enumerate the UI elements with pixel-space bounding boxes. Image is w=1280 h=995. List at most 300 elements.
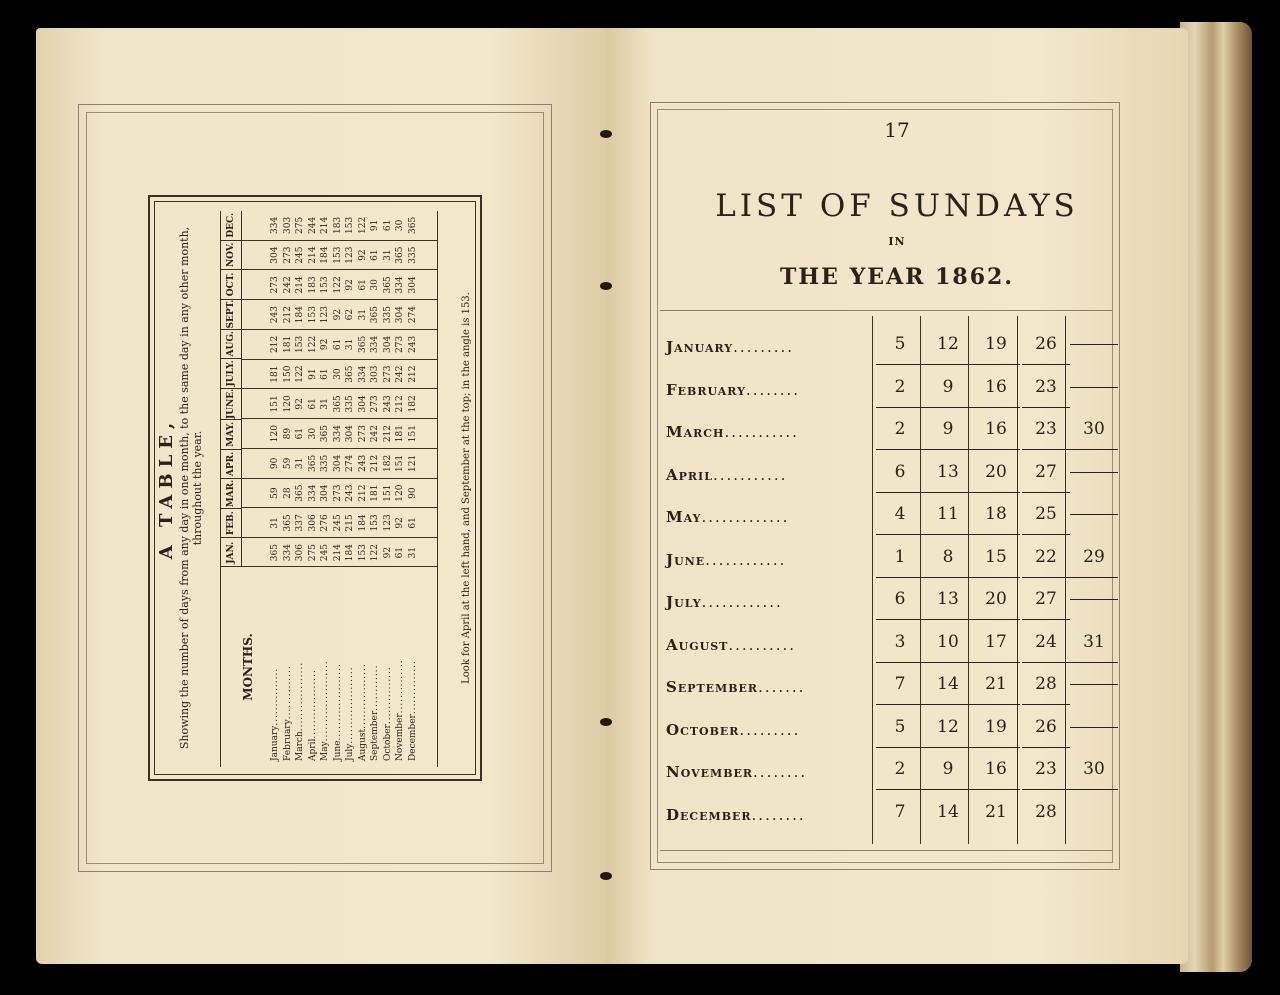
sunday-date-cell: 31 xyxy=(1070,632,1118,663)
days-table-rotated xyxy=(148,195,482,781)
day-count-cell: 151 xyxy=(270,395,280,413)
sunday-date-cell xyxy=(1070,462,1118,473)
sunday-date-cell xyxy=(1070,334,1118,345)
day-count-cell: 304 xyxy=(357,395,368,413)
day-count-cell: 304 xyxy=(332,454,343,472)
day-count-cell: 182 xyxy=(407,395,418,413)
month-label: November xyxy=(395,713,405,761)
day-count-cell: 92 xyxy=(345,279,355,291)
sunday-date-cell: 1 xyxy=(876,547,924,578)
day-count-cell: 153 xyxy=(320,276,330,294)
day-count-cell: 153 xyxy=(345,216,355,234)
table-row xyxy=(658,571,1114,614)
day-count-cell: 365 xyxy=(370,306,380,324)
month-label: July xyxy=(666,593,702,611)
sunday-date-cell: 2 xyxy=(876,377,924,408)
binding-stitch xyxy=(600,718,612,726)
day-count-cell: 61 xyxy=(357,279,368,291)
day-count-cell: 92 xyxy=(357,249,368,261)
day-count-cell: 31 xyxy=(270,517,280,529)
month-label: October xyxy=(666,720,740,739)
day-count-cell: 30 xyxy=(307,427,318,440)
sunday-date-cell: 5 xyxy=(876,334,924,365)
day-count-cell: 122 xyxy=(332,276,343,294)
sunday-date-cell xyxy=(1070,377,1118,388)
month-label: August xyxy=(357,728,368,761)
sunday-date-cell: 17 xyxy=(972,632,1020,663)
day-count-cell: 31 xyxy=(382,249,393,261)
day-count-cell: 365 xyxy=(345,365,355,383)
day-count-cell: 337 xyxy=(295,514,305,532)
day-count-cell: 243 xyxy=(270,306,280,324)
day-count-cell: 91 xyxy=(307,368,318,380)
day-count-column xyxy=(241,211,437,240)
column-headers xyxy=(221,211,242,567)
day-count-cell: 92 xyxy=(332,308,343,321)
months-list xyxy=(269,659,419,761)
day-count-cell: 31 xyxy=(295,457,305,470)
sunday-date-cell: 19 xyxy=(972,717,1020,748)
column-header: SEPT. xyxy=(221,299,241,329)
sunday-date-cell xyxy=(1070,717,1118,728)
sunday-date-cell: 13 xyxy=(924,462,972,493)
month-label: January xyxy=(270,725,280,761)
day-count-cell: 304 xyxy=(395,306,405,324)
day-count-cell: 273 xyxy=(357,425,368,443)
day-count-cell: 183 xyxy=(307,276,318,294)
day-count-cell: 92 xyxy=(395,517,405,529)
sunday-date-cell: 15 xyxy=(972,547,1020,578)
day-count-cell: 184 xyxy=(345,544,355,562)
day-count-cell: 244 xyxy=(307,216,318,234)
day-count-cell: 365 xyxy=(357,335,368,353)
day-count-cell: 30 xyxy=(332,368,343,380)
sunday-date-cell: 6 xyxy=(876,589,924,620)
day-count-cell: 274 xyxy=(345,454,355,472)
day-count-cell: 365 xyxy=(295,484,305,502)
day-count-cell: 183 xyxy=(332,216,343,234)
day-count-cell: 150 xyxy=(282,365,293,383)
sunday-date-cell: 5 xyxy=(876,717,924,748)
day-count-cell: 89 xyxy=(282,427,293,440)
binding-stitch xyxy=(600,130,612,138)
day-count-cell: 212 xyxy=(382,425,393,443)
day-count-cell: 153 xyxy=(307,306,318,324)
day-count-cell: 365 xyxy=(320,425,330,443)
day-count-cell: 61 xyxy=(295,427,305,440)
day-count-cell: 30 xyxy=(395,219,405,232)
day-count-cell: 276 xyxy=(320,514,330,532)
column-header: APR. xyxy=(221,449,241,479)
month-label: May xyxy=(666,508,702,526)
day-count-cell: 31 xyxy=(320,398,330,410)
day-count-cell: 61 xyxy=(370,249,380,261)
month-label: December xyxy=(407,714,418,761)
day-count-cell: 243 xyxy=(357,454,368,472)
month-name: March........... xyxy=(666,423,799,441)
day-count-column xyxy=(241,329,437,359)
day-count-cell: 243 xyxy=(407,335,418,353)
day-count-cell: 365 xyxy=(282,514,293,532)
day-count-cell: 303 xyxy=(370,365,380,383)
day-count-cell: 306 xyxy=(295,544,305,562)
sunday-date-cell: 21 xyxy=(972,674,1020,705)
day-count-cell: 365 xyxy=(407,216,418,234)
month-name: August.......... xyxy=(666,635,797,654)
day-count-cell: 334 xyxy=(370,335,380,353)
sunday-date-cell: 25 xyxy=(1022,504,1070,535)
month-name: October......... xyxy=(666,720,801,739)
day-count-cell: 184 xyxy=(295,306,305,324)
day-count-cell: 365 xyxy=(382,276,393,294)
sunday-date-cell: 16 xyxy=(972,377,1020,408)
sunday-date-cell: 30 xyxy=(1070,419,1118,450)
day-count-cell: 120 xyxy=(282,395,293,413)
day-count-cell: 212 xyxy=(395,395,405,413)
days-table-footnote: Look for April at the left hand, and September at the top; in the angle is 153. xyxy=(461,292,472,684)
day-count-cell: 61 xyxy=(395,546,405,559)
month-label: September xyxy=(666,678,759,696)
table-row xyxy=(658,614,1114,657)
sunday-date-cell: 7 xyxy=(876,674,924,705)
month-label: January xyxy=(666,338,734,356)
sunday-date-cell: 3 xyxy=(876,632,924,663)
column-header: OCT. xyxy=(221,269,241,299)
page-number: 17 xyxy=(884,118,910,142)
day-count-cell: 61 xyxy=(307,398,318,410)
days-table-subtitle: Showing the number of days from any day in one month, to the same day in any other month, throughout the year. xyxy=(178,226,204,750)
table-row xyxy=(658,656,1114,699)
day-count-cell: 120 xyxy=(395,484,405,502)
day-count-cell: 90 xyxy=(407,487,418,499)
day-count-cell: 214 xyxy=(332,544,343,562)
sunday-date-cell: 8 xyxy=(924,547,972,578)
day-count-cell: 335 xyxy=(320,454,330,472)
month-label: March xyxy=(666,423,725,441)
day-count-cell: 304 xyxy=(382,335,393,353)
day-count-cell: 122 xyxy=(307,335,318,353)
column-header: AUG. xyxy=(221,329,241,359)
day-count-cell: 242 xyxy=(282,276,293,294)
day-count-cell: 182 xyxy=(382,454,393,472)
sunday-date-cell: 9 xyxy=(924,759,972,790)
day-count-cell: 181 xyxy=(370,484,380,502)
sunday-date-cell: 27 xyxy=(1022,462,1070,493)
table-row-month: October............... xyxy=(382,666,393,761)
day-count-cell: 243 xyxy=(345,484,355,502)
column-header: JULY. xyxy=(221,358,241,388)
sunday-date-cell: 9 xyxy=(924,419,972,450)
table-row-month: May..................... xyxy=(320,660,330,761)
day-count-cell: 92 xyxy=(320,338,330,351)
column-header: JUNE. xyxy=(221,388,241,419)
month-label: December xyxy=(666,805,752,824)
sunday-date-cell: 7 xyxy=(894,801,906,822)
day-count-cell: 334 xyxy=(270,216,280,234)
table-row xyxy=(658,444,1114,487)
table-row-month: November.............. xyxy=(395,659,405,761)
month-label: February xyxy=(282,719,293,761)
table-row xyxy=(658,529,1114,572)
sunday-date-cell: 29 xyxy=(1070,547,1118,578)
month-name: January......... xyxy=(666,338,795,356)
table-top-rule xyxy=(660,310,1112,311)
day-count-cell: 274 xyxy=(407,306,418,324)
days-table-grid xyxy=(220,211,438,767)
day-count-cell: 334 xyxy=(307,484,318,502)
day-count-cell: 31 xyxy=(345,338,355,351)
sunday-date-cell: 20 xyxy=(972,589,1020,620)
book-page-edges xyxy=(1180,22,1252,972)
day-count-cell: 212 xyxy=(370,454,380,472)
day-count-cell: 181 xyxy=(282,335,293,353)
sunday-date-cell: 4 xyxy=(876,504,924,535)
month-label: April xyxy=(666,465,713,484)
sunday-date-cell: 9 xyxy=(924,377,972,408)
day-count-cell: 306 xyxy=(307,514,318,532)
day-count-cell: 214 xyxy=(295,276,305,294)
day-count-columns xyxy=(241,211,437,567)
table-row xyxy=(658,784,1114,827)
day-count-cell: 304 xyxy=(345,425,355,443)
months-column xyxy=(221,566,437,767)
day-count-cell: 273 xyxy=(370,395,380,413)
sundays-table xyxy=(658,316,1114,826)
binding-stitch xyxy=(600,872,612,880)
table-row-month: June.................... xyxy=(332,663,343,761)
day-count-cell: 122 xyxy=(357,216,368,234)
day-count-cell: 335 xyxy=(407,246,418,264)
day-count-column xyxy=(241,359,437,389)
day-count-cell: 212 xyxy=(407,365,418,383)
binding-stitch xyxy=(600,282,612,290)
day-count-cell: 275 xyxy=(307,544,318,562)
sunday-date-cell xyxy=(1070,504,1118,515)
sunday-date-cell: 22 xyxy=(1022,547,1070,578)
day-count-cell: 365 xyxy=(332,395,343,413)
table-row-month: August................. xyxy=(357,663,368,761)
day-count-cell: 334 xyxy=(332,425,343,443)
day-count-cell: 153 xyxy=(370,514,380,532)
day-count-cell: 153 xyxy=(357,544,368,562)
day-count-column xyxy=(241,270,437,300)
sunday-date-cell: 23 xyxy=(1022,419,1070,450)
day-count-column xyxy=(241,418,437,448)
day-count-cell: 245 xyxy=(320,544,330,562)
day-count-cell: 153 xyxy=(332,246,343,264)
table-bottom-rule xyxy=(660,850,1112,851)
months-heading: MONTHS. xyxy=(241,633,255,701)
day-count-cell: 214 xyxy=(320,216,330,234)
day-count-cell: 212 xyxy=(282,306,293,324)
sunday-date-cell: 28 xyxy=(1035,801,1057,822)
month-label: September xyxy=(370,710,380,761)
day-count-cell: 90 xyxy=(270,457,280,470)
table-row-month: February.............. xyxy=(282,665,293,761)
sunday-date-cell: 11 xyxy=(924,504,972,535)
table-row xyxy=(658,741,1114,784)
day-count-cell: 31 xyxy=(357,308,368,321)
day-count-cell: 59 xyxy=(282,457,293,470)
sunday-date-cell: 18 xyxy=(972,504,1020,535)
sunday-date-cell: 19 xyxy=(972,334,1020,365)
day-count-cell: 61 xyxy=(382,219,393,232)
day-count-cell: 62 xyxy=(345,308,355,321)
day-count-cell: 151 xyxy=(382,484,393,502)
day-count-column xyxy=(241,448,437,478)
day-count-cell: 365 xyxy=(270,544,280,562)
day-count-cell: 334 xyxy=(395,276,405,294)
sunday-date-cell: 27 xyxy=(1022,589,1070,620)
day-count-cell: 304 xyxy=(320,484,330,502)
month-name: November........ xyxy=(666,763,808,781)
day-count-cell: 123 xyxy=(320,306,330,324)
column-header: FEB. xyxy=(221,508,241,538)
table-row-month: April.................. xyxy=(307,669,318,761)
sunday-date-cell: 16 xyxy=(972,759,1020,790)
day-count-cell: 214 xyxy=(307,246,318,264)
day-count-cell: 334 xyxy=(282,544,293,562)
day-count-cell: 120 xyxy=(270,425,280,443)
day-count-cell: 334 xyxy=(357,365,368,383)
day-count-cell: 153 xyxy=(295,335,305,353)
sunday-date-cell: 23 xyxy=(1022,377,1070,408)
column-header: MAR. xyxy=(221,478,241,508)
table-row xyxy=(658,401,1114,444)
sunday-date-cell: 16 xyxy=(972,419,1020,450)
month-label: June xyxy=(332,740,343,761)
day-count-column xyxy=(241,537,437,567)
day-count-cell: 92 xyxy=(295,398,305,410)
day-count-cell: 215 xyxy=(345,514,355,532)
sunday-date-cell: 23 xyxy=(1022,759,1070,790)
day-count-cell: 28 xyxy=(282,487,293,499)
table-row-month: July.................... xyxy=(345,666,355,761)
table-row xyxy=(658,359,1114,402)
table-row xyxy=(658,316,1114,359)
day-count-cell: 242 xyxy=(395,365,405,383)
page-title: LIST OF SUNDAYS xyxy=(715,188,1079,224)
day-count-cell: 304 xyxy=(270,246,280,264)
day-count-cell: 273 xyxy=(282,246,293,264)
day-count-cell: 59 xyxy=(270,487,280,499)
day-count-cell: 61 xyxy=(320,368,330,380)
day-count-cell: 243 xyxy=(382,395,393,413)
month-name: February........ xyxy=(666,380,801,399)
month-name: December........ xyxy=(666,805,806,824)
day-count-cell: 123 xyxy=(382,514,393,532)
day-count-cell: 181 xyxy=(395,425,405,443)
month-name: June............ xyxy=(666,550,787,569)
day-count-cell: 91 xyxy=(370,219,380,232)
day-count-cell: 245 xyxy=(295,246,305,264)
day-count-cell: 30 xyxy=(370,279,380,291)
day-count-cell: 365 xyxy=(395,246,405,264)
sunday-date-cell: 12 xyxy=(924,334,972,365)
month-label: August xyxy=(666,635,729,654)
day-count-column xyxy=(241,478,437,508)
day-count-cell: 335 xyxy=(345,395,355,413)
month-label: February xyxy=(666,380,746,399)
day-count-cell: 121 xyxy=(407,454,418,472)
month-label: July xyxy=(345,743,355,761)
day-count-cell: 181 xyxy=(270,365,280,383)
column-header: NOV. xyxy=(221,240,241,270)
month-label: March xyxy=(295,731,305,761)
sunday-date-cell: 24 xyxy=(1022,632,1070,663)
month-label: June xyxy=(666,550,706,569)
sunday-date-cell: 10 xyxy=(924,632,972,663)
day-count-cell: 212 xyxy=(357,484,368,502)
sunday-date-cell xyxy=(1070,674,1118,685)
day-count-cell: 245 xyxy=(332,514,343,532)
month-name: September....... xyxy=(666,678,806,696)
day-count-cell: 184 xyxy=(357,514,368,532)
day-count-cell: 151 xyxy=(407,425,418,443)
day-count-cell: 212 xyxy=(270,335,280,353)
month-name: May............. xyxy=(666,508,790,526)
day-count-column xyxy=(241,508,437,538)
month-label: October xyxy=(382,724,393,761)
day-count-cell: 184 xyxy=(320,246,330,264)
day-count-cell: 275 xyxy=(295,216,305,234)
sunday-date-cell: 28 xyxy=(1022,674,1070,705)
title-connector: IN xyxy=(888,235,906,248)
month-name: July............ xyxy=(666,593,783,611)
month-label: November xyxy=(666,763,754,781)
month-label: April xyxy=(307,738,318,761)
table-row-month: March.................. xyxy=(295,661,305,761)
day-count-cell: 61 xyxy=(332,338,343,351)
column-header: JAN. xyxy=(221,537,241,567)
day-count-cell: 122 xyxy=(370,544,380,562)
sunday-date-cell: 30 xyxy=(1070,759,1118,790)
sunday-date-cell: 26 xyxy=(1022,334,1070,365)
day-count-cell: 92 xyxy=(382,546,393,559)
sunday-date-cell: 14 xyxy=(924,674,972,705)
day-count-cell: 123 xyxy=(345,246,355,264)
day-count-column xyxy=(241,299,437,329)
sunday-date-cell: 2 xyxy=(876,759,924,790)
sunday-date-cell: 13 xyxy=(924,589,972,620)
column-header: DEC. xyxy=(226,212,236,238)
table-row xyxy=(658,699,1114,742)
day-count-column xyxy=(241,240,437,270)
day-count-cell: 304 xyxy=(407,276,418,294)
sunday-date-cell: 21 xyxy=(985,801,1007,822)
table-row-month: September............ xyxy=(370,664,380,761)
column-header: MAY. xyxy=(221,419,241,449)
month-label: May xyxy=(320,741,330,761)
day-count-cell: 31 xyxy=(407,546,418,559)
table-row-month: January............... xyxy=(270,667,280,761)
day-count-cell: 61 xyxy=(407,517,418,529)
sunday-date-cell: 20 xyxy=(972,462,1020,493)
day-count-cell: 151 xyxy=(395,454,405,472)
sunday-date-cell xyxy=(1070,589,1118,600)
day-count-cell: 365 xyxy=(307,454,318,472)
day-count-cell: 273 xyxy=(382,365,393,383)
day-count-cell: 303 xyxy=(282,216,293,234)
sunday-date-cell: 26 xyxy=(1022,717,1070,748)
month-name: April........... xyxy=(666,465,788,484)
table-row-month: December.............. xyxy=(407,660,418,761)
sunday-date-cell: 14 xyxy=(937,801,959,822)
day-count-cell: 242 xyxy=(370,425,380,443)
day-count-cell: 273 xyxy=(270,276,280,294)
sunday-date-cell: 2 xyxy=(876,419,924,450)
sunday-date-cell: 12 xyxy=(924,717,972,748)
